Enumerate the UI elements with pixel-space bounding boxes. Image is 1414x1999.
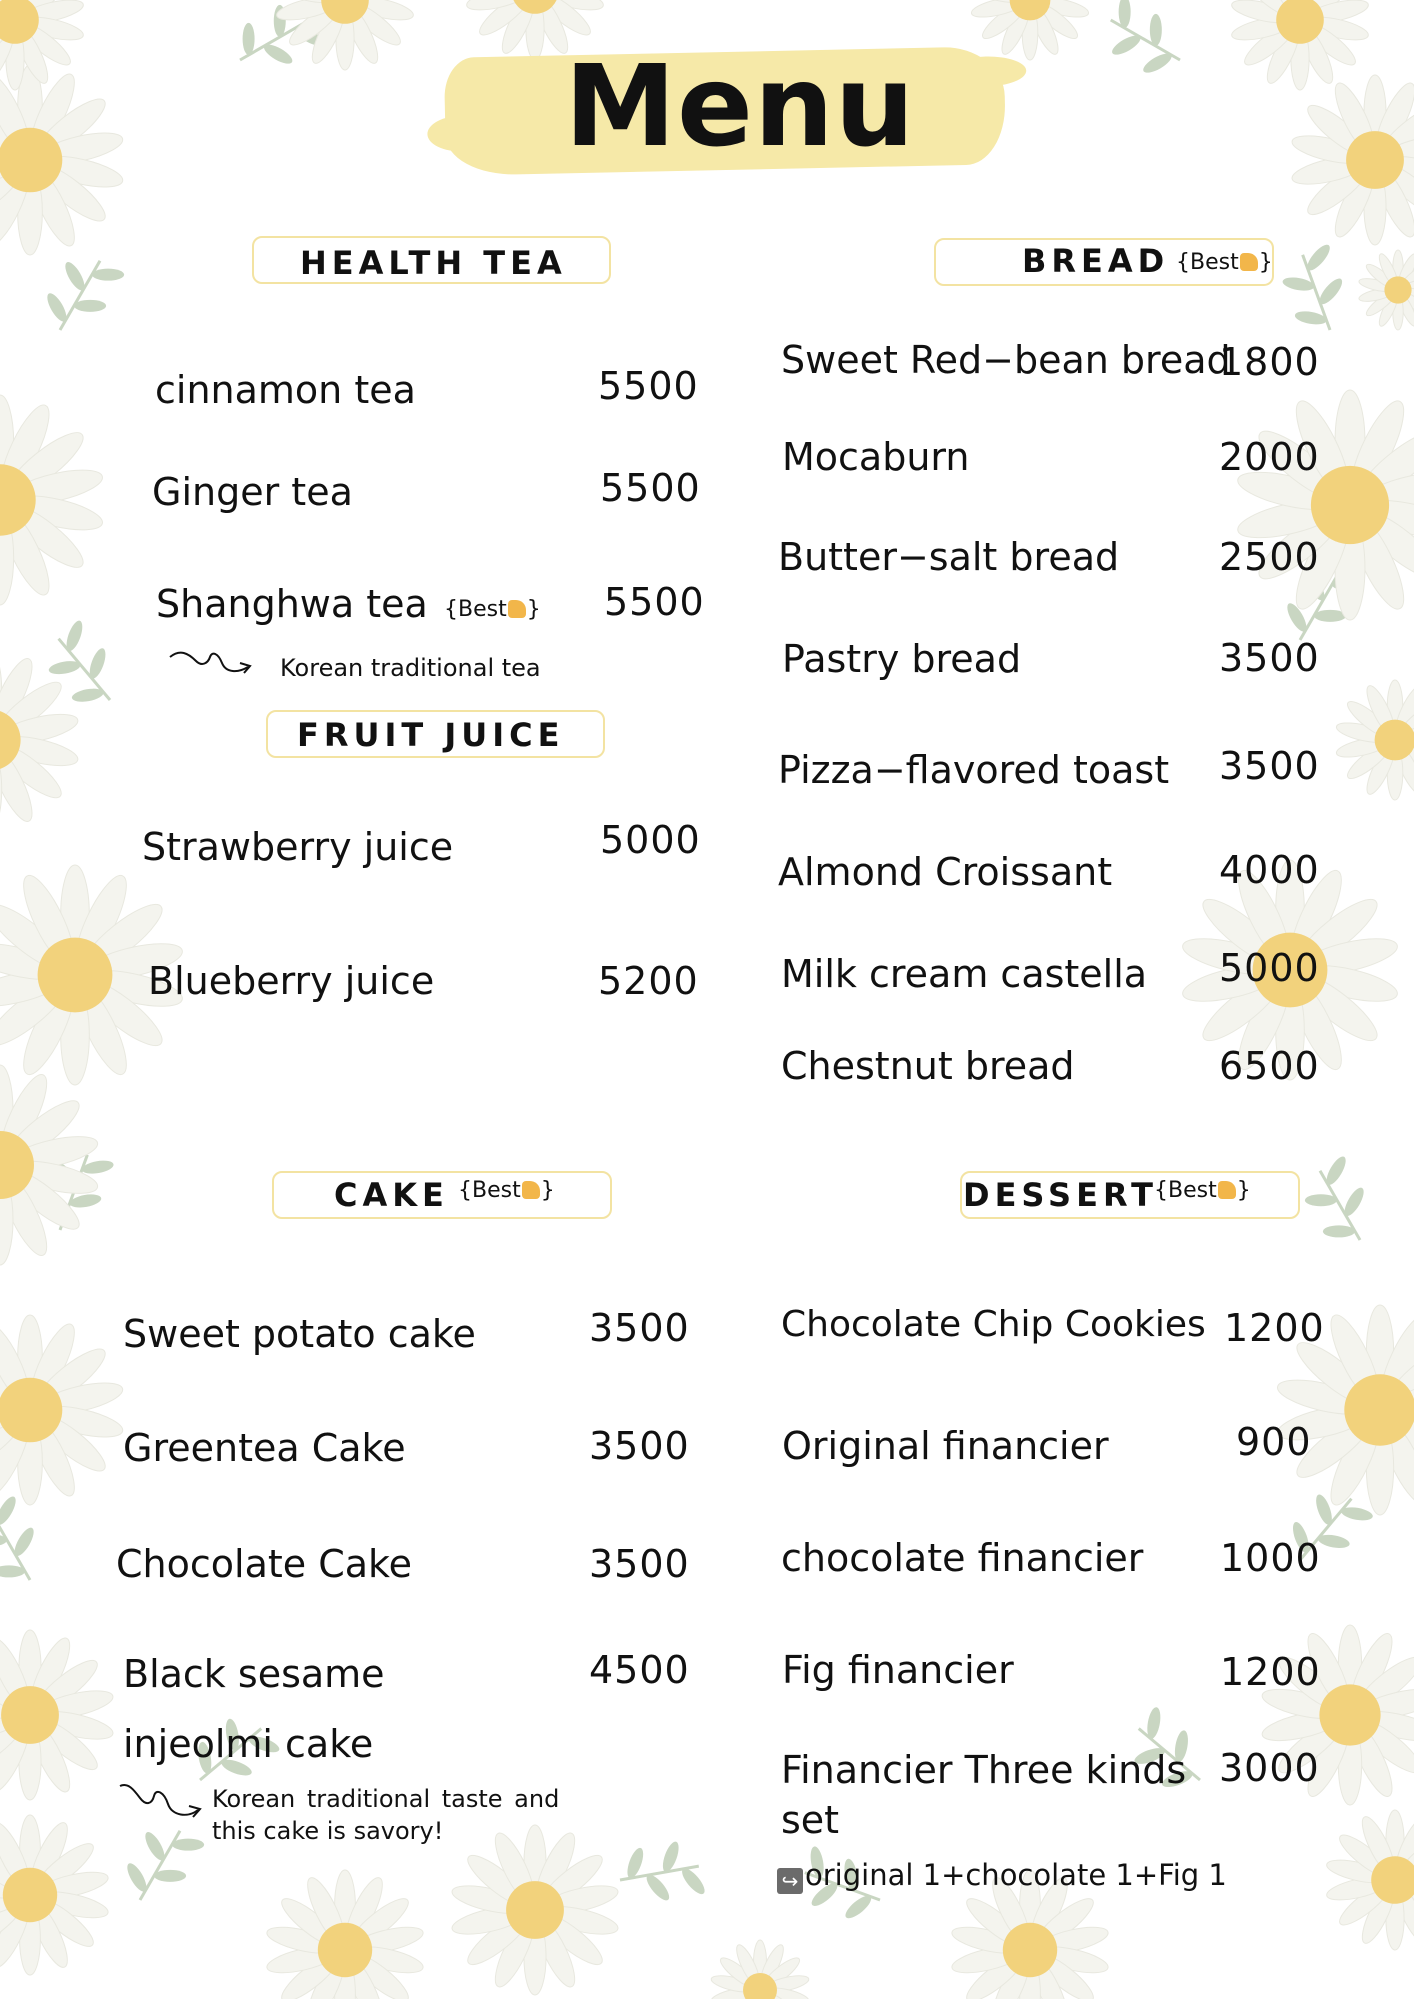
curly-arrow-icon [168,645,256,681]
menu-item-price: 1000 [1220,1536,1321,1580]
dessert-set-note-text: original 1+chocolate 1+Fig 1 [805,1858,1227,1892]
best-close: } [526,597,541,622]
menu-item-name: Pastry bread [782,637,1022,681]
menu-item-price: 1200 [1220,1650,1321,1694]
menu-item-name: Butter−salt bread [778,535,1120,579]
menu-item-name: Pizza−flavored toast [778,748,1170,792]
best-label: {Best [444,597,507,622]
menu-item-price: 4000 [1219,848,1320,892]
menu-item-price: 5000 [1219,946,1320,990]
best-label: {Best [1154,1178,1217,1203]
cake-note-line1: Korean traditional taste and [212,1785,560,1813]
return-arrow-icon: ↪ [777,1868,803,1894]
best-label: {Best [1176,250,1239,275]
menu-item-price: 1800 [1219,340,1320,384]
cake-heading: CAKE [334,1176,449,1214]
menu-item-price: 5500 [604,580,705,624]
menu-item-name: Original financier [782,1424,1109,1468]
bread-heading: BREAD [1022,242,1170,280]
health-tea-heading: HEALTH TEA [300,244,567,282]
menu-item-name-line2: injeolmi cake [123,1722,374,1766]
best-close: } [540,1178,555,1203]
menu-item-name: Strawberry juice [142,825,454,869]
thumbs-up-icon [1240,253,1258,271]
menu-item-name: Sweet potato cake [123,1312,476,1356]
menu-item-price: 3500 [1219,744,1320,788]
best-badge [1154,1178,1251,1203]
menu-item-name: Sweet Red−bean bread [781,338,1231,382]
menu-item-price: 3500 [589,1424,690,1468]
menu-item-price: 3500 [589,1306,690,1350]
fruit-juice-heading: FRUIT JUICE [297,716,565,754]
best-badge [1176,250,1273,275]
menu-item-price: 2000 [1219,435,1320,479]
dessert-heading: DESSERT [963,1176,1158,1214]
thumbs-up-icon [508,600,526,618]
menu-item-name: Greentea Cake [123,1426,406,1470]
menu-item-name: Chocolate Chip Cookies [781,1304,1206,1345]
menu-item-price: 1200 [1224,1306,1325,1350]
best-close: } [1258,250,1273,275]
curly-arrow-icon [118,1780,206,1824]
thumbs-up-icon [522,1181,540,1199]
menu-item-price: 5000 [600,818,701,862]
menu-item-name: Ginger tea [152,470,353,514]
health-tea-note: Korean traditional tea [280,654,541,682]
cake-note-line2: this cake is savory! [212,1817,444,1845]
menu-item-name: chocolate financier [781,1536,1144,1580]
menu-item-name: Fig financier [782,1648,1014,1692]
menu-item-price: 5500 [598,364,699,408]
menu-item-name: Shanghwa tea [156,582,428,626]
menu-item-name: Chestnut bread [781,1044,1075,1088]
menu-item-price: 5500 [600,466,701,510]
menu-item-name: cinnamon tea [155,368,416,412]
menu-item-price: 2500 [1219,535,1320,579]
menu-item-price: 3000 [1219,1746,1320,1790]
best-label: {Best [458,1178,521,1203]
menu-item-name: Mocaburn [782,435,970,479]
best-close: } [1236,1178,1251,1203]
menu-item-price: 3500 [589,1542,690,1586]
menu-item-price: 900 [1236,1420,1312,1464]
menu-item-price: 3500 [1219,636,1320,680]
menu-item-name-line1: Financier Three kinds [781,1748,1187,1792]
menu-item-name: Blueberry juice [148,959,435,1003]
best-badge [444,597,541,622]
menu-item-price: 4500 [589,1648,690,1692]
menu-item-price: 6500 [1219,1044,1320,1088]
thumbs-up-icon [1218,1181,1236,1199]
dessert-set-note [777,1858,1227,1894]
menu-item-name: Chocolate Cake [116,1542,413,1586]
menu-item-name: Almond Croissant [778,850,1113,894]
best-badge [458,1178,555,1203]
menu-item-name-line1: Black sesame [123,1652,385,1696]
menu-item-price: 5200 [598,959,699,1003]
menu-item-name-line2: set [781,1798,840,1842]
page-title: Menu [564,42,916,172]
menu-item-name: Milk cream castella [781,952,1148,996]
